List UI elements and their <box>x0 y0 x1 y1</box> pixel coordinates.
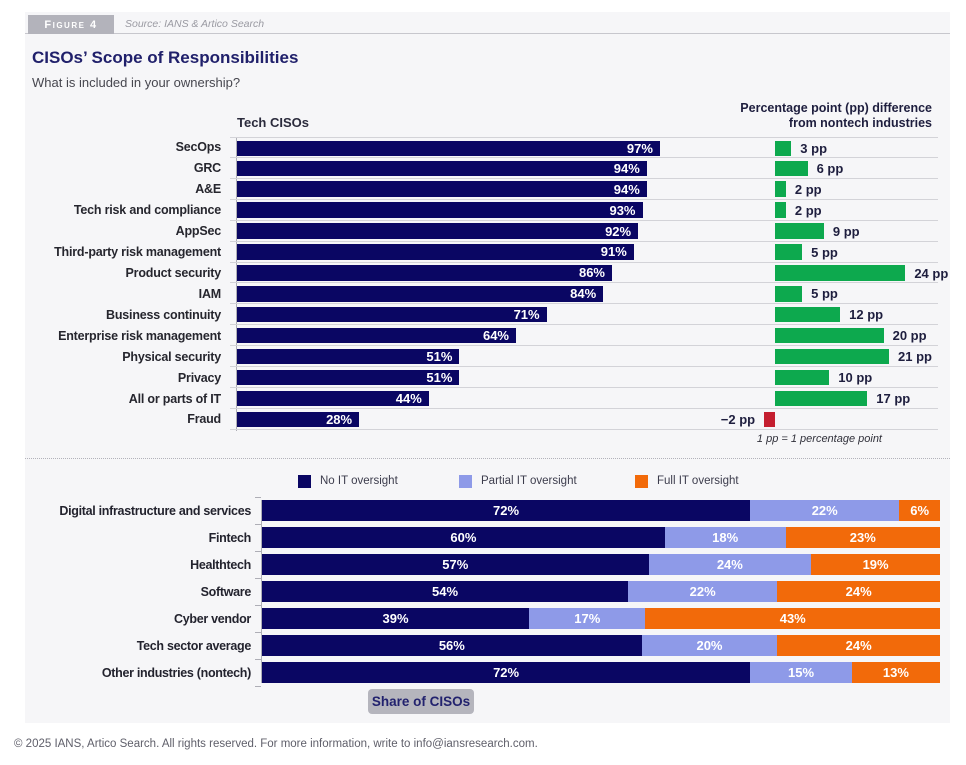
tech-row-chart <box>230 158 938 179</box>
pp-difference-value: 2 pp <box>794 181 822 197</box>
stacked-row-label: Tech sector average <box>136 638 251 653</box>
tech-share-bar <box>237 391 429 407</box>
legend-label: Full IT oversight <box>657 475 739 487</box>
stacked-segment <box>777 581 940 602</box>
stacked-row-bar <box>262 500 940 521</box>
legend-item-partial-it-oversight <box>459 473 577 489</box>
tech-share-bar <box>237 202 643 218</box>
stacked-segment-value: 22% <box>689 584 716 599</box>
stacked-segment <box>750 662 852 683</box>
stacked-segment <box>852 662 940 683</box>
stacked-row-label: Healthtech <box>190 557 251 572</box>
pp-difference-bar <box>775 161 808 177</box>
stacked-row-bar <box>262 554 940 575</box>
stacked-segment-value: 56% <box>438 638 465 653</box>
axis-tick <box>255 497 261 498</box>
section-divider <box>25 457 950 459</box>
tech-row-chart <box>230 388 938 409</box>
tech-row-label: All or parts of IT <box>128 391 221 406</box>
stacked-segment <box>811 554 940 575</box>
stacked-segment-value: 15% <box>788 665 815 680</box>
stacked-segment-value: 13% <box>882 665 909 680</box>
stacked-segment <box>262 527 665 548</box>
stacked-segment-value: 24% <box>845 584 872 599</box>
stacked-segment-value: 18% <box>712 530 739 545</box>
stacked-segment <box>750 500 899 521</box>
tech-share-value: 84% <box>570 286 597 302</box>
tech-share-value: 97% <box>626 140 653 156</box>
pp-difference-value: 5 pp <box>811 286 838 302</box>
tech-row-label: Privacy <box>177 370 221 385</box>
stacked-row <box>25 662 950 683</box>
tech-row <box>25 221 950 242</box>
stacked-segment <box>262 500 750 521</box>
tech-cisos-column-header: Tech CISOs <box>237 115 310 130</box>
tech-share-bar <box>237 307 547 323</box>
pp-difference-bar <box>775 181 786 197</box>
stacked-segment <box>786 527 940 548</box>
tech-share-value: 94% <box>613 160 640 176</box>
tech-share-value: 28% <box>326 411 353 427</box>
stacked-row-label: Cyber vendor <box>174 611 251 626</box>
tech-share-value: 91% <box>600 244 627 260</box>
stacked-segment-value: 24% <box>716 557 743 572</box>
pp-difference-value: 2 pp <box>794 202 822 218</box>
oversight-legend <box>25 473 950 489</box>
stacked-row-label: Software <box>200 584 251 599</box>
stacked-row-bar <box>262 662 940 683</box>
stacked-row-label: Fintech <box>208 530 251 545</box>
tech-row <box>25 179 950 200</box>
tech-share-value: 86% <box>578 265 605 281</box>
pp-difference-value: 21 pp <box>898 349 932 365</box>
stacked-segment <box>262 635 642 656</box>
tech-share-bar <box>237 412 359 428</box>
stacked-row <box>25 581 950 602</box>
pp-difference-value: −2 pp <box>720 411 756 427</box>
pp-difference-bar <box>775 370 829 386</box>
tech-row-label: Business continuity <box>106 307 221 322</box>
tech-share-value: 93% <box>609 202 636 218</box>
tech-share-value: 51% <box>426 369 453 385</box>
tech-row <box>25 242 950 263</box>
legend-item-no-it-oversight <box>298 473 398 489</box>
pp-difference-bar <box>775 349 889 365</box>
tech-share-value: 71% <box>513 307 540 323</box>
copyright-footer: © 2025 IANS, Artico Search. All rights reserved. For more information, write to info@iansresearch.com. <box>14 738 538 750</box>
stacked-segment <box>645 608 940 629</box>
tech-row-chart <box>230 200 938 221</box>
tech-share-bar <box>237 349 459 365</box>
stacked-segment <box>262 581 628 602</box>
pp-difference-value: 17 pp <box>876 391 911 407</box>
pp-header-line1: Percentage point (pp) difference <box>740 101 932 115</box>
tech-row-chart <box>230 283 938 304</box>
tech-row-label: IAM <box>198 286 221 301</box>
stacked-segment <box>777 635 940 656</box>
tech-row <box>25 325 950 346</box>
tech-share-bar <box>237 370 459 386</box>
legend-swatch-orange <box>635 475 648 488</box>
tech-row-chart <box>230 409 938 430</box>
tech-share-bar <box>237 161 647 177</box>
stacked-segment <box>642 635 778 656</box>
stacked-segment-value: 19% <box>862 557 889 572</box>
tech-row-label: Physical security <box>122 349 221 364</box>
pp-difference-bar <box>775 391 867 407</box>
tech-row <box>25 304 950 325</box>
stacked-row <box>25 608 950 629</box>
tech-row-chart <box>230 242 938 263</box>
stacked-segment-value: 57% <box>442 557 469 572</box>
stacked-row-bar <box>262 635 940 656</box>
legend-swatch-periwinkle <box>459 475 472 488</box>
pp-difference-value: 20 pp <box>892 328 927 344</box>
tech-row-chart <box>230 137 938 158</box>
pp-difference-column-header <box>740 101 932 131</box>
pp-difference-bar <box>775 265 905 281</box>
stacked-row-label: Digital infrastructure and services <box>59 503 251 518</box>
tech-row-chart <box>230 221 938 242</box>
pp-difference-value: 3 pp <box>800 141 828 156</box>
tech-row-label: GRC <box>193 161 221 176</box>
pp-footnote: 1 pp = 1 percentage point <box>756 433 882 445</box>
tech-row-chart <box>230 263 949 284</box>
tech-share-value: 51% <box>426 349 453 365</box>
tech-row <box>25 283 950 304</box>
stacked-segment <box>649 554 812 575</box>
pp-difference-bar <box>775 202 786 218</box>
stacked-segment <box>262 608 529 629</box>
stacked-segment <box>628 581 777 602</box>
tech-row-label: Third-party risk management <box>54 245 221 260</box>
stacked-segment-value: 39% <box>382 611 409 626</box>
legend-label: Partial IT oversight <box>481 475 577 487</box>
tech-row <box>25 367 950 388</box>
tech-share-value: 92% <box>605 223 632 239</box>
stacked-row-label: Other industries (nontech) <box>101 665 251 680</box>
legend-item-full-it-oversight <box>635 473 739 489</box>
stacked-chart-rows <box>25 500 950 689</box>
stacked-row <box>25 500 950 521</box>
tech-share-bar <box>237 141 660 157</box>
source-text: Source: IANS & Artico Search <box>125 18 265 30</box>
tech-row-chart <box>230 346 938 367</box>
pp-header-line2: from nontech industries <box>788 116 932 130</box>
legend-swatch-navy <box>298 475 311 488</box>
pp-difference-bar <box>764 412 775 428</box>
legend-label: No IT oversight <box>320 475 398 487</box>
tech-share-bar <box>237 265 612 281</box>
pp-difference-bar <box>775 244 802 260</box>
stacked-segment-value: 72% <box>493 503 520 518</box>
tech-row-chart <box>230 304 938 325</box>
stacked-row-bar <box>262 581 940 602</box>
stacked-row-bar <box>262 527 940 548</box>
share-of-cisos-axis-label: Share of CISOs <box>368 689 474 714</box>
stacked-segment-value: 17% <box>574 611 601 626</box>
stacked-row <box>25 635 950 656</box>
page-subtitle: What is included in your ownership? <box>32 75 241 90</box>
tech-row-chart <box>230 179 938 200</box>
tech-row-label: AppSec <box>175 224 221 239</box>
tech-row <box>25 263 950 284</box>
tech-row-label: Fraud <box>187 412 221 427</box>
stacked-segment <box>262 554 649 575</box>
stacked-segment-value: 43% <box>779 611 806 626</box>
pp-difference-bar <box>775 141 791 157</box>
stacked-segment-value: 6% <box>910 503 930 518</box>
figure-number-badge: Figure 4 <box>28 15 114 34</box>
pp-difference-bar <box>775 286 802 302</box>
tech-share-bar <box>237 181 647 197</box>
tech-row <box>25 200 950 221</box>
pp-difference-bar <box>775 328 884 344</box>
tech-share-bar <box>237 286 603 302</box>
tech-row <box>25 346 950 367</box>
tech-row <box>25 388 950 409</box>
tech-share-value: 64% <box>482 328 509 344</box>
pp-difference-bar <box>775 307 840 323</box>
tech-share-bar <box>237 223 638 239</box>
figure-panel <box>25 12 950 723</box>
pp-difference-value: 5 pp <box>811 244 838 260</box>
stacked-segment-value: 24% <box>845 638 872 653</box>
header-rule <box>25 33 950 34</box>
stacked-segment-value: 54% <box>432 584 459 599</box>
tech-row-label: Product security <box>125 265 221 280</box>
tech-row-chart <box>230 367 938 388</box>
tech-row-chart <box>230 325 938 346</box>
tech-row <box>25 158 950 179</box>
stacked-segment <box>665 527 786 548</box>
tech-share-value: 94% <box>613 181 640 197</box>
pp-difference-value: 10 pp <box>838 370 873 386</box>
tech-row-label: SecOps <box>175 140 221 155</box>
stacked-segment <box>529 608 645 629</box>
pp-difference-value: 9 pp <box>832 223 860 239</box>
tech-share-value: 44% <box>395 390 422 406</box>
tech-share-bar <box>237 244 634 260</box>
tech-chart-rows <box>25 137 950 430</box>
stacked-segment-value: 23% <box>849 530 876 545</box>
tech-share-bar <box>237 328 516 344</box>
pp-difference-value: 6 pp <box>816 160 844 176</box>
tech-row-label: Enterprise risk management <box>58 328 221 343</box>
stacked-segment <box>899 500 940 521</box>
page-title: CISOs’ Scope of Responsibilities <box>32 48 299 67</box>
tech-row-label: A&E <box>195 182 221 197</box>
pp-difference-bar <box>775 223 824 239</box>
stacked-row <box>25 527 950 548</box>
stacked-segment-value: 60% <box>450 530 477 545</box>
tech-row <box>25 137 950 158</box>
stacked-segment-value: 72% <box>493 665 520 680</box>
stacked-row <box>25 554 950 575</box>
stacked-segment <box>262 662 750 683</box>
pp-difference-value: 12 pp <box>849 307 884 323</box>
stacked-row-bar <box>262 608 940 629</box>
tech-row <box>25 409 950 430</box>
stacked-segment-value: 20% <box>696 638 723 653</box>
pp-difference-value: 24 pp <box>914 265 949 281</box>
stacked-segment-value: 22% <box>811 503 838 518</box>
tech-row-label: Tech risk and compliance <box>73 203 221 218</box>
